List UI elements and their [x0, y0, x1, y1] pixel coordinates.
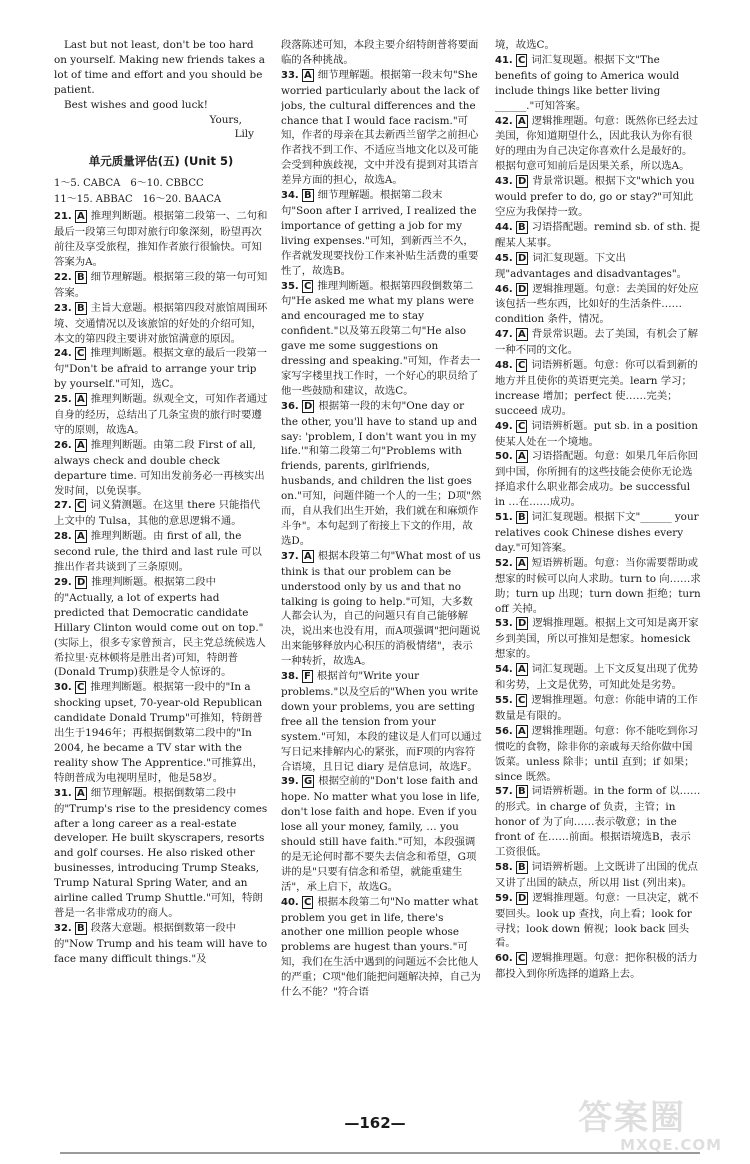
answer-letter-box: C	[518, 360, 526, 372]
item-number: 54.	[495, 664, 513, 676]
item-explanation: 逻辑推理题。句意：你不能吃到你习惯吃的食物，除非你的亲戚每天给你做中国饭菜。unless 除非；until 直到；if 如果；since 既然。	[495, 724, 699, 783]
middle-item-list	[281, 38, 482, 1000]
item-explanation: 词义猜测题。在这里 there 只能指代上文中的 Tulsa，其他的意思逻辑不通。	[54, 499, 261, 528]
answer-item	[495, 693, 701, 724]
item-number: 29.	[54, 577, 72, 588]
item-explanation: 主旨大意题。根据第四段对旅馆周围环境、交通情况以及该旅馆的好处的介绍可知，本文的第四段主要讲对旅馆满意的原因。	[54, 301, 268, 345]
item-explanation: 推理判断题。根据第一段中的"In a shocking upset, 70-year-old Republican candidate Donald Trump"可推知，特朗普出生于1946年；再根据倒数第二段中的"In 2004, he became a TV star with the reality show The Apprentice."可推算出，特朗普成为电视明星时，他是58岁。	[54, 681, 263, 784]
answer-letter-box: A	[304, 69, 312, 81]
item-explanation: 词汇复现题。根据下文"______ your relatives cook Chinese dishes every day."可知答案。	[495, 511, 699, 554]
answer-item	[54, 921, 268, 967]
letter-paragraph: Last but not least, don't be too hard on yourself. Making new friends takes a lot of time and effort and you should be patient.	[54, 39, 265, 96]
watermark-logo	[578, 1100, 728, 1156]
answer-item	[54, 392, 268, 438]
item-number: 42.	[495, 115, 513, 127]
answer-item	[54, 209, 268, 270]
answer-letter-box: C	[77, 500, 85, 512]
item-explanation: 段落陈述可知，本段主要介绍特朗普将要面临的各种挑战。	[281, 39, 479, 66]
item-number: 37.	[281, 550, 299, 562]
answer-item	[495, 282, 701, 328]
item-explanation: 推理判断题。纵观全文，可知作者通过自身的经历，总结出了几条宝贵的旅行时要遵守的原则，故选A。	[54, 393, 268, 436]
item-explanation: 逻辑推理题。句意：去美国的好处应该包括一些东西，比如好的生活条件……condition 条件，情况。	[495, 282, 699, 326]
answer-item	[281, 38, 482, 68]
item-number: 21.	[54, 211, 72, 223]
answer-key-line-1: 1～5. CABCA 6～10. CBBCC	[54, 178, 204, 190]
answer-item	[281, 188, 482, 278]
answer-item	[495, 616, 701, 662]
item-number: 34.	[281, 190, 299, 202]
middle-column	[281, 38, 482, 1118]
right-column	[495, 38, 701, 1118]
item-number: 30.	[54, 682, 72, 694]
answer-letter-box: A	[518, 451, 526, 463]
answer-item	[495, 327, 701, 358]
answer-letter-box: A	[518, 115, 526, 127]
item-number: 56.	[495, 725, 513, 737]
answer-item	[54, 346, 268, 392]
answer-letter-box: D	[518, 176, 527, 188]
item-number: 44.	[495, 221, 513, 233]
item-explanation: 词语辨析题。put sb. in a position 使某人处在一个境地。	[495, 419, 698, 448]
section-title: 单元质量评估(五) (Unit 5)	[88, 154, 234, 169]
watermark-text: 答案圈	[578, 1098, 686, 1138]
item-number: 27.	[54, 500, 72, 512]
item-number: 32.	[54, 922, 72, 934]
item-number: 57.	[495, 786, 513, 798]
item-number: 55.	[495, 694, 513, 706]
item-explanation: 词汇复现题。下文出现"advantages and disadvantages"。	[495, 251, 688, 280]
item-number: 26.	[54, 439, 72, 451]
item-explanation: 逻辑推理题。根据上文可知是离开家乡到美国，所以可推知是想家。homesick 想家的。	[495, 617, 699, 661]
answer-item	[495, 419, 701, 450]
item-explanation: 逻辑推理题。句意：一旦决定，就不要回头。look up 查找，向上看；look for 寻找；look down 俯视；look back 回头看。	[495, 891, 699, 950]
item-number: 51.	[495, 512, 513, 524]
item-explanation: 根据第一段的末句"One day or the other, you'll have to stand up and say: 'problem, I don't want you in my life.'"和第二段第二句"Problems with friends, parents, girlfriends, husbands, and children the list goes on."可知，问题伴随一个人的一生；D项"然而，自从我们出生开始，我们就在和麻烦作斗争"。本句起到了衔接上下文的作用，故选D。	[281, 399, 482, 547]
item-explanation: 推理判断题。根据第二段中的"Actually, a lot of experts had predicted that Democratic candidate Hillary Clinton would come out on top."(实际上，很多专家曾预言，民主党总统候选人希拉里·克林顿将是胜出者)可知，特朗普(Donald Trump)获胜是令人惊讶的。	[54, 576, 266, 679]
answer-item	[495, 510, 701, 556]
answer-item	[495, 951, 701, 982]
item-number: 22.	[54, 271, 72, 283]
answer-item	[54, 786, 268, 921]
answer-letter-box: A	[304, 550, 312, 562]
item-explanation: 习语搭配题。remind sb. of sth. 提醒某人某事。	[495, 220, 701, 249]
item-number: 46.	[495, 283, 513, 295]
page-number: —162—	[344, 1114, 406, 1132]
item-explanation: 逻辑推理题。句意：你能申请的工作数量是有限的。	[495, 693, 698, 722]
item-number: 52.	[495, 557, 513, 569]
answer-letter-box: D	[304, 400, 313, 412]
letter-ending	[54, 38, 268, 142]
item-explanation: 短语辨析题。句意：当你需要帮助或想家的时候可以向人求助。turn to 向……求助；turn up 出现；turn down 拒绝；turn off 关掉。	[495, 556, 701, 615]
answer-item	[495, 358, 701, 419]
answer-item	[495, 251, 701, 282]
item-number: 39.	[281, 776, 299, 788]
answer-letter-box: D	[518, 618, 527, 630]
letter-closing: Best wishes and good luck!	[64, 98, 208, 111]
answer-item	[54, 529, 268, 575]
answer-item	[495, 220, 701, 251]
answer-letter-box: C	[518, 694, 526, 706]
answer-letter-box: C	[518, 953, 526, 965]
answer-item	[495, 556, 701, 617]
answer-letter-box: A	[77, 394, 85, 406]
item-number: 23.	[54, 302, 72, 314]
answer-letter-box: B	[518, 786, 526, 798]
answer-item	[54, 680, 268, 785]
item-number: 60.	[495, 953, 513, 965]
item-number: 31.	[54, 787, 72, 799]
item-explanation: 境，故选C。	[495, 39, 555, 51]
answer-item	[281, 895, 482, 1000]
item-number: 48.	[495, 360, 513, 372]
item-number: 43.	[495, 176, 513, 188]
item-explanation: 词语辨析题。句意：你可以看到新的地方并且使你的英语更完美。learn 学习；increase 增加；perfect 使……完美；succeed 成功。	[495, 359, 698, 417]
answer-letter-box: D	[77, 577, 86, 588]
answer-item	[495, 724, 701, 785]
item-explanation: 词汇复现题。上下文反复出现了优势和劣势，上文是优势，可知此处是劣势。	[495, 663, 699, 692]
item-explanation: 逻辑推理题。句意：把你积极的活力都投入到你所选择的道路上去。	[495, 952, 698, 981]
answer-letter-box: G	[304, 776, 313, 788]
item-explanation: 逻辑推理题。句意：既然你已经去过美国，你知道期望什么，因此我认为你有很好的理由为自己决定你喜欢什么是最好的。根据句意可知前后是因果关系，所以选A。	[495, 114, 699, 173]
left-column	[54, 38, 268, 1118]
answer-letter-box: A	[518, 557, 526, 569]
answer-letter-box: B	[518, 512, 526, 524]
answer-letter-box: A	[77, 439, 85, 451]
answer-item	[281, 279, 482, 399]
answer-letter-box: B	[77, 922, 85, 934]
answer-letter-box: A	[77, 787, 85, 799]
answer-item	[495, 784, 701, 860]
answer-letter-box: A	[77, 211, 85, 223]
item-number: 38.	[281, 671, 299, 683]
answer-item	[54, 498, 268, 529]
item-number: 28.	[54, 531, 72, 543]
answer-item	[495, 174, 701, 220]
item-number: 40.	[281, 896, 299, 908]
answer-item	[495, 114, 701, 175]
item-explanation: 根据首句"Write your problems."以及空后的"When you write down your problems, you are setting free all the tension from your system."可知，本段的建议是人们可以通过写日记来排解内心的紧张，而F项的内容符合语境，且日记 diary 是信息词，故选F。	[281, 670, 482, 773]
watermark-url: MXQE.COM	[620, 1136, 722, 1154]
answer-letter-box: A	[518, 725, 526, 737]
item-number: 59.	[495, 892, 513, 904]
item-explanation: 细节理解题。根据第一段末句"She worried particularly about the lack of jobs, the cultural differences and the chance that I would face racism."可知，作者的母亲在其去新西兰留学之前担心作者找不到工作、不适应当地文化以及可能会受到种族歧视，文中并没有提到对其语言差异方面的担心，故选A。	[281, 68, 479, 187]
item-number: 35.	[281, 280, 299, 292]
answer-letter-box: B	[304, 190, 312, 202]
item-explanation: 词语辨析题。in the form of 以……的形式。in charge of 负责，主管；in honor of 为了向……表示敬意；in the front of 在……前面。根据语境选B，表示工资很低。	[495, 785, 701, 859]
item-explanation: 根据空前的"Don't lose faith and hope. No matter what you lose in life, don't lose faith and hope. Even if you lose all your money, family, … you should still have faith."可知，本段强调的是无论何时都不要失去信念和希望，G项讲的是"只要有信念和希望，就能重建生活"，承上启下，故选G。	[281, 775, 480, 893]
answer-item	[495, 860, 701, 891]
answer-letter-box: C	[77, 682, 85, 694]
answer-letter-box: D	[518, 283, 527, 295]
item-explanation: 推理判断题。由第二段 First of all, always check and double check departure time. 可知出发前务必一再核实出发时间，以免误事。	[54, 438, 265, 497]
item-explanation: 推理判断题。根据文章的最后一段第一句"Don't be afraid to arrange your trip by yourself."可知，选C。	[54, 347, 268, 391]
answer-letter-box: C	[77, 348, 85, 360]
answer-letter-box: B	[518, 221, 526, 233]
item-explanation: 习语搭配题。句意：如果几年后你回到中国，你所拥有的这些技能会使你无论选择追求什么职业都会成功。be successful in …在……成功。	[495, 450, 699, 509]
answer-item	[281, 549, 482, 669]
item-number: 25.	[54, 394, 72, 406]
answer-item	[54, 270, 268, 301]
item-number: 41.	[495, 54, 513, 66]
item-number: 58.	[495, 861, 513, 873]
answer-letter-box: B	[77, 271, 85, 283]
item-explanation: 背景常识题。去了美国，有机会了解一种不同的文化。	[495, 328, 699, 357]
item-explanation: 词汇复现题。根据下文"The benefits of going to America would include things like better living ______."可知答案。	[495, 53, 680, 112]
item-explanation: 细节理解题。根据第二段末句"Soon after I arrived, I realized the importance of getting a job for my living expenses."可知，到新西兰不久，作者就发现要找份工作来补贴生活费的重要性了，故选B。	[281, 189, 479, 277]
answer-letter-box: C	[304, 280, 312, 292]
answer-item	[281, 669, 482, 774]
letter-signature: Lily	[234, 128, 254, 141]
answer-item	[495, 449, 701, 510]
item-number: 33.	[281, 69, 299, 81]
item-number: 36.	[281, 400, 299, 412]
item-explanation: 根据本段第二句"What most of us think is that our problem can be understood only by us and that no talking is going to help."可知，大多数人都会认为，自己的问题只有自己能够解决，说出来也没有用，而A项强调"把问题说出来能够释放内心积压的消极情绪"，表示一种转折，故选A。	[281, 549, 481, 668]
item-explanation: 推理判断题。由 first of all, the second rule, the third and last rule 可以推出作者共谈到了三条原则。	[54, 530, 262, 574]
answer-letter-box: C	[518, 420, 526, 432]
item-explanation: 词语辨析题。上文既讲了出国的优点又讲了出国的缺点，所以用 list (列出来)。	[495, 860, 698, 889]
item-number: 49.	[495, 420, 513, 432]
item-number: 47.	[495, 329, 513, 341]
answer-item	[495, 53, 701, 114]
item-explanation: 细节理解题。根据倒数第二段中的"Trump's rise to the presidency comes after a long career as a real-estate developer. He built skyscrapers, resorts and golf courses. He also risked other businesses, introducing Trump Steaks, Trump Natural Spring Water, and an airline called Trump Shuttle."可知，特朗普是一名非常成功的商人。	[54, 786, 268, 919]
item-explanation: 推理判断题。根据第四段倒数第二句"He asked me what my plans were and encouraged me to stay confident."以及第五段第二句"He also gave me some suggestions on dressing and speaking."可知，作者去一家写字楼里找工作时，一个好心的职员给了他一些鼓励和建议，故选C。	[281, 279, 481, 397]
answer-letter-box: F	[304, 671, 311, 683]
item-explanation: 段落大意题。根据倒数第一段中的"Now Trump and his team will have to face many difficult things."及	[54, 921, 268, 965]
answer-item	[281, 399, 482, 549]
item-explanation: 背景常识题。根据下文"which you would prefer to do, go or stay?"可知此空应为我保持一致。	[495, 175, 695, 218]
answer-letter-box: A	[518, 329, 526, 341]
answer-item	[54, 438, 268, 499]
item-number: 50.	[495, 451, 513, 463]
item-number: 24.	[54, 348, 72, 360]
item-explanation: 推理判断题。根据第二段第一、二句和最后一段第三句即对旅行印象深刻，盼望再次前往及享受旅程，推知作者旅行很愉快。可知答案为A。	[54, 210, 268, 268]
answer-letter-box: A	[518, 664, 526, 676]
answer-item	[54, 301, 268, 347]
answer-letter-box: B	[518, 861, 526, 873]
answer-item	[281, 774, 482, 894]
letter-yours: Yours,	[209, 113, 242, 126]
answer-item	[495, 891, 701, 952]
item-explanation: 细节理解题。根据第三段的第一句可知答案。	[54, 270, 268, 299]
answer-item	[54, 575, 268, 680]
item-number: 45.	[495, 252, 513, 264]
answer-item	[281, 68, 482, 188]
answer-letter-box: D	[518, 252, 527, 264]
answer-letter-box: D	[518, 892, 527, 904]
left-item-list	[54, 209, 268, 966]
answer-key-line-2: 11～15. ABBAC 16～20. BAACA	[54, 194, 222, 206]
answer-item	[495, 662, 701, 693]
answer-letter-box: A	[77, 531, 85, 543]
answer-letter-box: C	[518, 54, 526, 66]
answer-item	[495, 38, 701, 53]
right-item-list	[495, 38, 701, 982]
answer-letter-box: C	[304, 896, 312, 908]
answer-letter-box: B	[77, 302, 85, 314]
item-explanation: 根据本段第二句"No matter what problem you get in life, there's another one million people whose problems are hugest than yours."可知，我们在生活中遇到的问题远不会比他人的严重；C项"他们能把问题解决掉，自己为什么不能？"符合语	[281, 895, 481, 999]
item-number: 53.	[495, 618, 513, 630]
